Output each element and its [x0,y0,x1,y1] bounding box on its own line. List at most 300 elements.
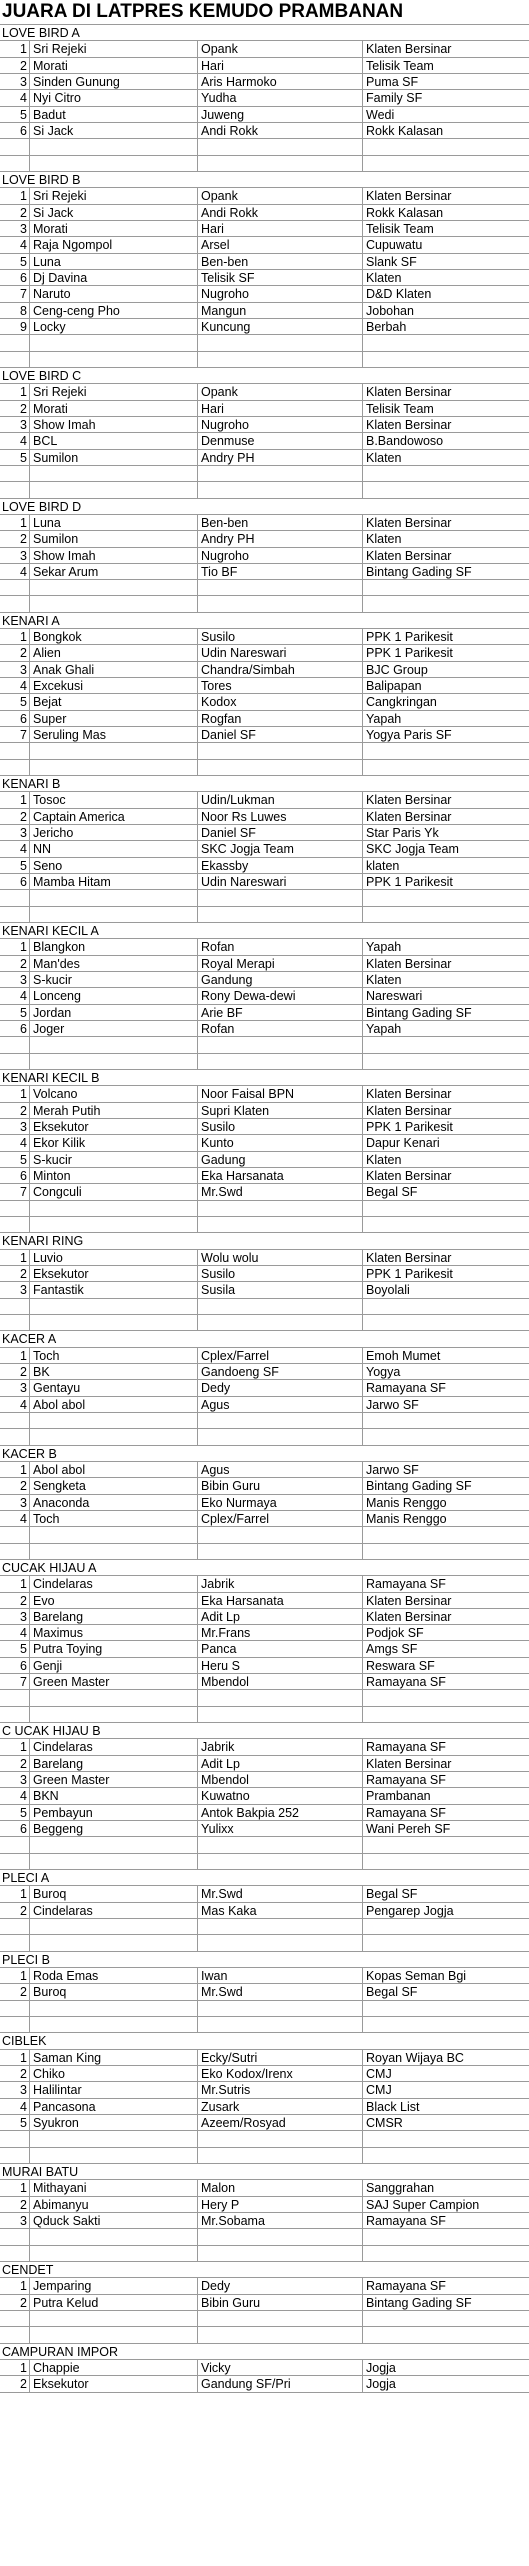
blank-row [0,1037,529,1053]
empty-cell [363,1854,529,1869]
table-row [0,1184,529,1200]
team-cell: Klaten Bersinar [366,42,452,57]
team-cell: PPK 1 Parikesit [366,646,453,661]
owner-cell: Malon [198,2180,363,2195]
bird-name-cell: Luna [30,254,198,269]
empty-cell [198,1935,363,1950]
empty-cell [363,1037,529,1052]
owner-cell: Adit Lp [198,1609,363,1624]
blank-row [0,907,529,923]
rank-cell: 3 [0,972,30,987]
table-row [0,1625,529,1641]
table-row [0,2295,529,2311]
bird-name-cell: Halilintar [30,2082,198,2097]
empty-cell [0,1299,30,1314]
empty-cell [0,2311,30,2326]
empty-cell [0,1201,30,1216]
empty-cell [30,466,198,481]
table-row [0,205,529,221]
bird-name-cell: Sekar Arum [30,564,198,579]
owner-cell: Kodox [198,694,363,709]
bird-name-cell: Green Master [30,1772,198,1787]
table-row [0,1788,529,1804]
empty-cell [198,596,363,611]
table-row [0,2360,529,2376]
empty-cell [30,596,198,611]
category-header: CENDET [0,2262,529,2278]
team-cell: Wani Pereh SF [366,1822,451,1837]
empty-cell [198,2001,363,2016]
category-header: CIBLEK [0,2033,529,2049]
table-row [0,188,529,204]
blank-row [0,1429,529,1445]
rank-cell: 6 [0,1021,30,1036]
empty-cell [30,1935,198,1950]
rank-cell: 4 [0,1788,30,1803]
table-row [0,286,529,302]
blank-row [0,1707,529,1723]
rank-cell: 1 [0,1739,30,1754]
owner-cell: Andry PH [198,450,363,465]
rank-cell: 2 [0,205,30,220]
owner-cell: Hery P [198,2197,363,2212]
owner-cell: Gandung SF/Pri [198,2376,363,2391]
team-cell: Slank SF [366,254,417,269]
empty-cell [363,1429,529,1444]
table-row [0,694,529,710]
team-cell: Klaten Bersinar [366,1168,452,1183]
table-row [0,450,529,466]
team-cell: Berbah [366,319,407,334]
owner-cell: Panca [198,1641,363,1656]
bird-name-cell: Cindelaras [30,1576,198,1591]
team-cell: Klaten Bersinar [366,515,452,530]
empty-cell [0,2001,30,2016]
table-row [0,1609,529,1625]
empty-cell [198,1429,363,1444]
team-cell: Ramayana SF [366,1577,446,1592]
team-cell: Jogja [366,2377,396,2392]
owner-cell: Chandra/Simbah [198,662,363,677]
empty-cell [198,1544,363,1559]
rank-cell: 8 [0,303,30,318]
bird-name-cell: Cindelaras [30,1739,198,1754]
blank-row [0,1527,529,1543]
rank-cell: 4 [0,433,30,448]
table-row [0,2050,529,2066]
owner-cell: Nugroho [198,286,363,301]
bird-name-cell: Raja Ngompol [30,237,198,252]
owner-cell: Ekassby [198,858,363,873]
empty-cell [198,1919,363,1934]
team-cell: Sanggrahan [366,2181,435,2196]
team-cell: PPK 1 Parikesit [366,1119,453,1134]
owner-cell: Ben-ben [198,515,363,530]
category-header: KENARI RING [0,1233,529,1249]
team-cell: Begal SF [366,1185,418,1200]
category-header: CAMPURAN IMPOR [0,2344,529,2360]
category-header: PLECI B [0,1952,529,1968]
table-row [0,1462,529,1478]
team-cell: Klaten [366,1152,402,1167]
table-row [0,841,529,857]
rank-cell: 3 [0,1119,30,1134]
blank-row [0,1690,529,1706]
bird-name-cell: Buroq [30,1886,198,1901]
table-row [0,384,529,400]
empty-cell [0,1707,30,1722]
table-row [0,956,529,972]
category-header: KENARI A [0,613,529,629]
bird-name-cell: Chiko [30,2066,198,2081]
owner-cell: Bibin Guru [198,1478,363,1493]
rank-cell: 1 [0,1968,30,1983]
bird-name-cell: Pancasona [30,2099,198,2114]
team-cell: Pengarep Jogja [366,1903,454,1918]
rank-cell: 6 [0,1168,30,1183]
rank-cell: 3 [0,221,30,236]
team-cell: CMJ [366,2083,392,2098]
category-header: KENARI B [0,776,529,792]
table-row [0,727,529,743]
empty-cell [0,1054,30,1069]
table-row [0,825,529,841]
category-header: KENARI KECIL B [0,1070,529,1086]
team-cell: Emoh Mumet [366,1348,441,1363]
empty-cell [30,890,198,905]
table-row [0,1968,529,1984]
rank-cell: 3 [0,417,30,432]
team-cell: Royan Wijaya BC [366,2050,464,2065]
rank-cell: 1 [0,2278,30,2293]
owner-cell: Bibin Guru [198,2295,363,2310]
team-cell: Jarwo SF [366,1462,419,1477]
owner-cell: Hari [198,401,363,416]
rank-cell: 2 [0,1593,30,1608]
team-cell: Ramayana SF [366,1740,446,1755]
bird-name-cell: Mithayani [30,2180,198,2195]
table-row [0,645,529,661]
empty-cell [0,156,30,171]
owner-cell: Vicky [198,2360,363,2375]
team-cell: Ramayana SF [366,1773,446,1788]
rank-cell: 4 [0,1135,30,1150]
empty-cell [198,1299,363,1314]
category-header: CUCAK HIJAU A [0,1560,529,1576]
rank-cell: 5 [0,1805,30,1820]
blank-row [0,890,529,906]
empty-cell [198,1413,363,1428]
bird-name-cell: Morati [30,58,198,73]
rank-cell: 5 [0,858,30,873]
bird-name-cell: Syukron [30,2115,198,2130]
table-row [0,515,529,531]
empty-cell [363,1690,529,1705]
rank-cell: 7 [0,1184,30,1199]
team-cell: Klaten Bersinar [366,1087,452,1102]
bird-name-cell: Joger [30,1021,198,1036]
team-cell: Reswara SF [366,1658,435,1673]
team-cell: Yapah [366,940,402,955]
bird-name-cell: Beggeng [30,1821,198,1836]
owner-cell: Heru S [198,1658,363,1673]
rank-cell: 1 [0,41,30,56]
team-cell: CMJ [366,2067,392,2082]
blank-row [0,156,529,172]
empty-cell [363,466,529,481]
empty-cell [198,1217,363,1232]
table-row [0,1119,529,1135]
team-cell: Telisik Team [366,221,434,236]
bird-name-cell: Show Imah [30,417,198,432]
empty-cell [198,2327,363,2342]
bird-name-cell: Sri Rejeki [30,384,198,399]
owner-cell: Azeem/Rosyad [198,2115,363,2130]
empty-cell [198,466,363,481]
rank-cell: 4 [0,841,30,856]
team-cell: Wedi [366,107,395,122]
empty-cell [363,2246,529,2261]
blank-row [0,1935,529,1951]
empty-cell [30,2327,198,2342]
rank-cell: 3 [0,74,30,89]
team-cell: Black List [366,2099,420,2114]
table-row [0,270,529,286]
team-cell: Klaten Bersinar [366,956,452,971]
team-cell: BJC Group [366,662,428,677]
table-row [0,2278,529,2294]
team-cell: SAJ Super Campion [366,2197,480,2212]
blank-row [0,2311,529,2327]
rank-cell: 4 [0,1397,30,1412]
table-row [0,564,529,580]
blank-row [0,580,529,596]
empty-cell [198,580,363,595]
owner-cell: Daniel SF [198,727,363,742]
table-row [0,2180,529,2196]
owner-cell: Supri Klaten [198,1103,363,1118]
owner-cell: Mr.Swd [198,1184,363,1199]
empty-cell [363,2001,529,2016]
rank-cell: 2 [0,809,30,824]
table-row [0,74,529,90]
owner-cell: Rofan [198,1021,363,1036]
rank-cell: 2 [0,2376,30,2391]
empty-cell [363,1054,529,1069]
empty-cell [363,482,529,497]
bird-name-cell: Toch [30,1348,198,1363]
table-row [0,1772,529,1788]
rank-cell: 1 [0,629,30,644]
team-cell: PPK 1 Parikesit [366,1266,453,1281]
owner-cell: Dedy [198,1380,363,1395]
owner-cell: Aris Harmoko [198,74,363,89]
empty-cell [30,352,198,367]
blank-row [0,1315,529,1331]
empty-cell [0,482,30,497]
rank-cell: 3 [0,1772,30,1787]
bird-name-cell: Eksekutor [30,1266,198,1281]
rank-cell: 3 [0,1282,30,1297]
table-row [0,303,529,319]
empty-cell [363,1315,529,1330]
owner-cell: Dedy [198,2278,363,2293]
empty-cell [30,2229,198,2244]
owner-cell: Mr.Frans [198,1625,363,1640]
table-row [0,2099,529,2115]
empty-cell [363,2311,529,2326]
empty-cell [363,1413,529,1428]
table-row [0,809,529,825]
owner-cell: Ben-ben [198,254,363,269]
empty-cell [198,1690,363,1705]
team-cell: Jarwo SF [366,1397,419,1412]
empty-cell [30,482,198,497]
empty-cell [30,1690,198,1705]
table-row [0,1511,529,1527]
rank-cell: 3 [0,2082,30,2097]
table-row [0,90,529,106]
bird-name-cell: Alien [30,645,198,660]
empty-cell [363,139,529,154]
team-cell: Manis Renggo [366,1495,447,1510]
team-cell: Prambanan [366,1789,431,1804]
empty-cell [0,1544,30,1559]
bird-name-cell: Eksekutor [30,1119,198,1134]
bird-name-cell: Congculi [30,1184,198,1199]
table-row [0,254,529,270]
table-row [0,531,529,547]
blank-row [0,2327,529,2343]
table-row [0,401,529,417]
bird-name-cell: Badut [30,107,198,122]
bird-name-cell: Morati [30,401,198,416]
team-cell: klaten [366,858,400,873]
bird-name-cell: Luvio [30,1250,198,1265]
empty-cell [0,139,30,154]
owner-cell: Udin Nareswari [198,874,363,889]
bird-name-cell: Morati [30,221,198,236]
table-row [0,662,529,678]
bird-name-cell: Excekusi [30,678,198,693]
table-row [0,1364,529,1380]
table-row [0,1641,529,1657]
bird-name-cell: Roda Emas [30,1968,198,1983]
empty-cell [30,2017,198,2032]
empty-cell [0,907,30,922]
table-row [0,1674,529,1690]
rank-cell: 9 [0,319,30,334]
blank-row [0,596,529,612]
rank-cell: 6 [0,711,30,726]
owner-cell: Iwan [198,1968,363,1983]
owner-cell: Jabrik [198,1576,363,1591]
empty-cell [0,1527,30,1542]
empty-cell [30,1054,198,1069]
rank-cell: 3 [0,1609,30,1624]
team-cell: Podjok SF [366,1626,424,1641]
table-row [0,1576,529,1592]
empty-cell [30,1429,198,1444]
empty-cell [30,2246,198,2261]
rank-cell: 2 [0,531,30,546]
empty-cell [30,2001,198,2016]
bird-name-cell: Sumilon [30,450,198,465]
bird-name-cell: Eksekutor [30,2376,198,2391]
table-row [0,58,529,74]
owner-cell: Rofan [198,939,363,954]
owner-cell: Telisik SF [198,270,363,285]
category-header: KACER B [0,1446,529,1462]
blank-row [0,335,529,351]
team-cell: Ramayana SF [366,2213,446,2228]
empty-cell [198,1837,363,1852]
team-cell: Bintang Gading SF [366,1479,472,1494]
team-cell: Family SF [366,91,423,106]
empty-cell [198,890,363,905]
empty-cell [198,1527,363,1542]
bird-name-cell: S-kucir [30,972,198,987]
bird-name-cell: Maximus [30,1625,198,1640]
blank-row [0,2131,529,2147]
bird-name-cell: Dj Davina [30,270,198,285]
empty-cell [198,1707,363,1722]
owner-cell: Mr.Swd [198,1984,363,1999]
empty-cell [0,1217,30,1232]
table-row [0,1478,529,1494]
table-row [0,41,529,57]
blank-row [0,466,529,482]
team-cell: Klaten Bersinar [366,548,452,563]
empty-cell [30,156,198,171]
owner-cell: Nugroho [198,548,363,563]
owner-cell: Agus [198,1462,363,1477]
rank-cell: 7 [0,1674,30,1689]
bird-name-cell: Ekor Kilik [30,1135,198,1150]
category-header: PLECI A [0,1870,529,1886]
bird-name-cell: Genji [30,1658,198,1673]
owner-cell: Arsel [198,237,363,252]
table-row [0,1739,529,1755]
owner-cell: Udin/Lukman [198,792,363,807]
owner-cell: Agus [198,1397,363,1412]
rank-cell: 5 [0,694,30,709]
team-cell: Yapah [366,711,402,726]
table-row [0,417,529,433]
rank-cell: 1 [0,384,30,399]
results-table [0,25,529,2393]
rank-cell: 1 [0,792,30,807]
blank-row [0,1201,529,1217]
owner-cell: Noor Rs Luwes [198,809,363,824]
empty-cell [363,1707,529,1722]
bird-name-cell: Sri Rejeki [30,188,198,203]
team-cell: Ramayana SF [366,1381,446,1396]
owner-cell: Antok Bakpia 252 [198,1805,363,1820]
bird-name-cell: Ceng-ceng Pho [30,303,198,318]
bird-name-cell: Man'des [30,956,198,971]
rank-cell: 2 [0,1364,30,1379]
bird-name-cell: Seruling Mas [30,727,198,742]
rank-cell: 3 [0,548,30,563]
empty-cell [0,1037,30,1052]
team-cell: Bintang Gading SF [366,2295,472,2310]
team-cell: Klaten [366,532,402,547]
bird-name-cell: Si Jack [30,123,198,138]
team-cell: Klaten [366,270,402,285]
bird-name-cell: Jericho [30,825,198,840]
empty-cell [0,466,30,481]
